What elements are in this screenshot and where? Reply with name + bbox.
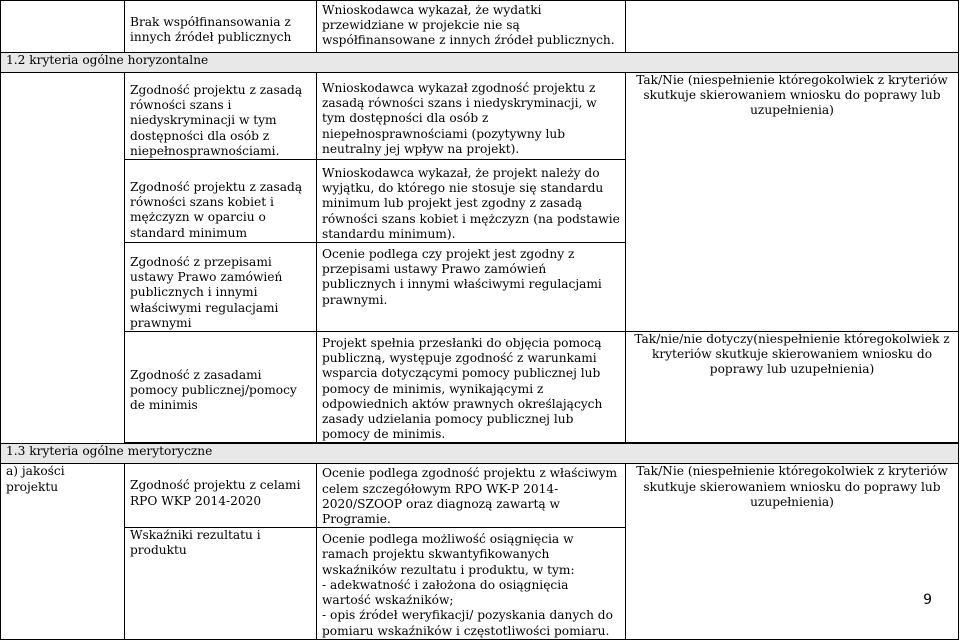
criterion-cell: Wskaźniki rezultatu i produktu xyxy=(125,528,317,640)
criterion-cell: Zgodność projektu z zasadą równości szans kobiet i mężczyzn w oparciu o standard minimum xyxy=(125,160,317,243)
criterion-cell: Zgodność projektu z zasadą równości szans i niedyskryminacji w tym dostępności dla osób z niepełnosprawnościami. xyxy=(125,73,317,160)
section-row xyxy=(1,53,959,73)
table-row xyxy=(1,464,959,528)
group-label-cell: a) jakości projektu xyxy=(1,464,125,640)
assessment-cell: Tak/nie/nie dotyczy(niespełnienie któregokolwiek z kryteriów skutkuje skierowaniem wniosku do poprawy lub uzupełnienia) xyxy=(626,332,959,443)
description-cell: Projekt spełnia przesłanki do objęcia pomocą publiczną, występuje zgodność z warunkami wsparcia dotyczącymi pomocy publicznej lub pomocy de minimis, wynikającymi z odpowiednich aktów prawnych określających zasady udzielania pomocy publicznej lub pomocy de minimis. xyxy=(317,332,626,443)
table-row xyxy=(1,73,959,160)
description-cell: Wnioskodawca wykazał, że projekt należy do wyjątku, do którego nie stosuje się standardu minimum lub projekt jest zgodny z zasadą równości szans kobiet i mężczyzn (na podstawie standardu minimum). xyxy=(317,160,626,243)
group-cell xyxy=(1,1,125,53)
criterion-cell: Zgodność projektu z celami RPO WKP 2014-2020 xyxy=(125,464,317,528)
section-heading-horizontal: 1.2 kryteria ogólne horyzontalne xyxy=(1,53,959,73)
assessment-cell xyxy=(626,1,959,53)
table-row xyxy=(1,332,959,443)
description-cell: Ocenie podlega czy projekt jest zgodny z przepisami ustawy Prawo zamówień publicznych i innymi właściwymi regulacjami prawnymi. xyxy=(317,243,626,332)
assessment-cell: Tak/Nie (niespełnienie któregokolwiek z kryteriów skutkuje skierowaniem wniosku do poprawy lub uzupełnienia) xyxy=(626,73,959,332)
description-cell: Wnioskodawca wykazał, że wydatki przewidziane w projekcie nie są współfinansowane z innych źródeł publicznych. xyxy=(317,1,626,53)
description-cell: Ocenie podlega możliwość osiągnięcia w ramach projektu skwantyfikowanych wskaźników rezultatu i produktu, w tym: - adekwatność i założona do osiągnięcia wartość wskaźników; - opis źródeł weryfikacji/ pozyskania danych do pomiaru wskaźników i częstotliwości pomiaru. xyxy=(317,528,626,640)
table-row xyxy=(1,1,959,53)
description-cell: Wnioskodawca wykazał zgodność projektu z zasadą równości szans i niedyskryminacji, w tym dostępności dla osób z niepełnosprawnościami (pozytywny lub neutralny jej wpływ na projekt). xyxy=(317,73,626,160)
section-heading-merit: 1.3 kryteria ogólne merytoryczne xyxy=(1,444,959,464)
criterion-cell: Zgodność z zasadami pomocy publicznej/pomocy de minimis xyxy=(125,332,317,443)
criterion-cell: Zgodność z przepisami ustawy Prawo zamówień publicznych i innymi właściwymi regulacjami prawnymi xyxy=(125,243,317,332)
page-number: 9 xyxy=(923,592,932,608)
assessment-cell: Tak/Nie (niespełnienie któregokolwiek z kryteriów skutkuje skierowaniem wniosku do poprawy lub uzupełnienia) xyxy=(626,464,959,640)
group-cell xyxy=(1,73,125,444)
criterion-cell: Brak współfinansowania z innych źródeł publicznych xyxy=(125,1,317,53)
section-row xyxy=(1,444,959,464)
description-cell: Ocenie podlega zgodność projektu z właściwym celem szczegółowym RPO WK-P 2014-2020/SZOOP oraz diagnozą zawartą w Programie. xyxy=(317,464,626,528)
